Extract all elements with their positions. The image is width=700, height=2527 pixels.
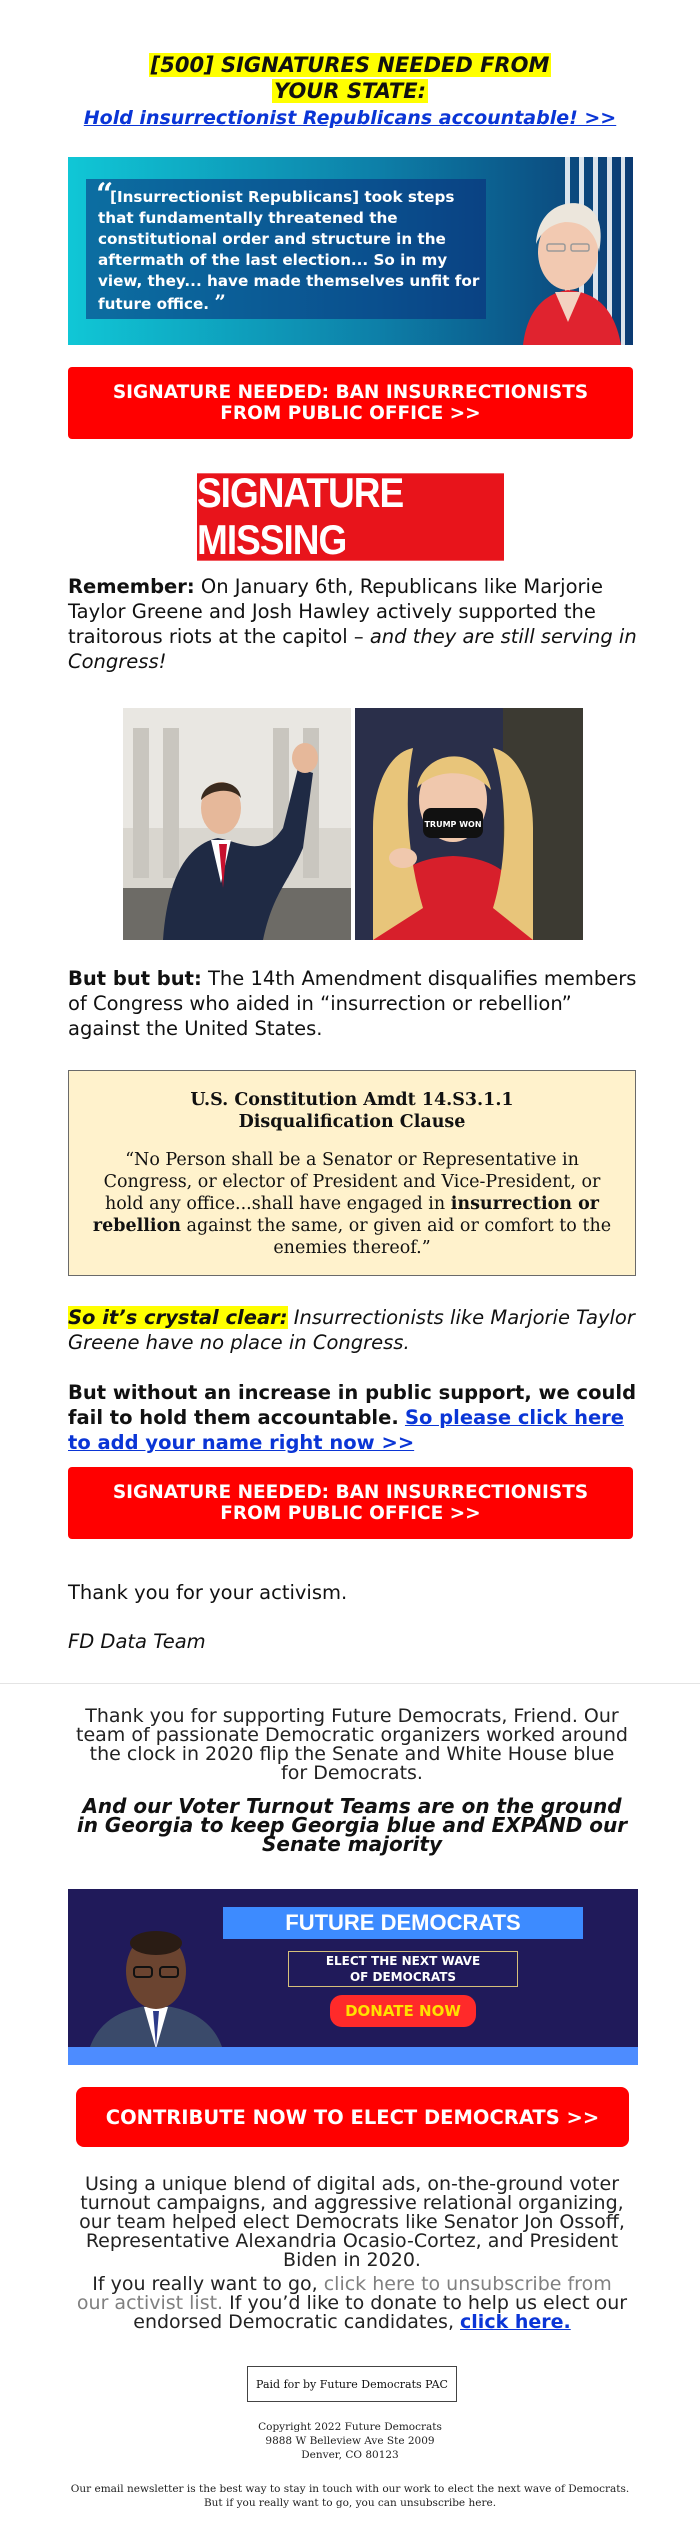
unsubscribe-link[interactable]: click here to unsubscribe from our activist list. <box>76 2273 612 2314</box>
remember-italic: and they are still serving in Congress! <box>68 625 637 673</box>
remember-paragraph <box>68 574 638 674</box>
constitution-title-line2: Disqualification Clause <box>238 1112 466 1132</box>
constitution-body-end: against the same, or given aid or comfort to the enemies thereof.” <box>180 1216 612 1258</box>
address-line2: Denver, CO 80123 <box>301 2449 399 2461</box>
copyright: Copyright 2022 Future Democrats <box>258 2421 442 2433</box>
remember-lead: Remember: <box>68 575 195 598</box>
newsletter-line1: Our email newsletter is the best way to stay in touch with our work to elect the next wave of Democrats. <box>70 2483 630 2495</box>
section-divider <box>0 1683 700 1684</box>
cta2-line2: FROM PUBLIC OFFICE >> <box>220 1503 481 1524</box>
politician-photos <box>123 708 583 940</box>
crystal-clear-paragraph <box>68 1305 638 1355</box>
donate-link[interactable]: click here. <box>460 2311 571 2333</box>
but-but-text: The 14th Amendment disqualifies members of Congress who aided in “insurrection or rebellion” against the United States. <box>68 967 637 1040</box>
banner-bottom-strip <box>68 2047 638 2065</box>
constitution-title-line1: U.S. Constitution Amdt 14.S3.1.1 <box>190 1090 514 1110</box>
copyright-block <box>0 2420 700 2462</box>
banner-donate-button[interactable]: DONATE NOW <box>330 1995 476 2027</box>
but-but-paragraph <box>68 966 638 1041</box>
banner-title: FUTURE DEMOCRATS <box>223 1907 583 1939</box>
hero-quote-text: [Insurrectionist Republicans] took steps that fundamentally threatened the constitutional order and structure in the aftermath of the last election... So in my view, they... have made themselves unfit for future office. <box>98 188 480 313</box>
open-quote-icon: “ <box>96 177 114 212</box>
thanks-text: Thank you for your activism. <box>68 1581 348 1604</box>
future-democrats-banner[interactable] <box>68 1889 638 2065</box>
support-paragraph <box>68 1380 638 1455</box>
headline-line1: [500] SIGNATURES NEEDED FROM <box>150 53 550 77</box>
signature-missing-stamp[interactable]: SIGNATURE MISSING <box>197 473 504 560</box>
headline-link[interactable]: Hold insurrectionist Republicans accountable! >> <box>83 107 617 129</box>
candidate-portrait <box>86 1919 226 2065</box>
banner-tagline <box>288 1951 518 1987</box>
crystal-clear-text: Insurrectionists like Marjorie Taylor Greene have no place in Congress. <box>68 1306 635 1354</box>
constitution-quote-box <box>68 1070 636 1276</box>
address-line1: 9888 W Belleview Ave Ste 2009 <box>265 2435 435 2447</box>
unsub-mid: If you’d like to donate to help us elect our endorsed Democratic candidates, <box>133 2292 628 2333</box>
hero-quote <box>98 187 488 315</box>
add-name-link[interactable]: So please click here to add your name right now >> <box>68 1406 625 1454</box>
cta1-line2: FROM PUBLIC OFFICE >> <box>220 403 481 424</box>
newsletter-note <box>0 2482 700 2510</box>
signature-cta-button-2[interactable] <box>68 1467 633 1539</box>
signature-cta-button-1[interactable] <box>68 367 633 439</box>
footer-intro: Thank you for supporting Future Democrats, Friend. Our team of passionate Democratic organizers worked around the clock in 2020 flip the Senate and White House blue for Democrats. <box>76 1705 628 1784</box>
headline <box>0 52 700 131</box>
voter-turnout-text: And our Voter Turnout Teams are on the ground in Georgia to keep Georgia blue and EXPAND our Senate majority <box>76 1794 628 1856</box>
constitution-body-start: “No Person shall be a Senator or Representative in Congress, or elector of President and Vice-President, or hold any office...shall have engaged in <box>103 1150 601 1214</box>
unsubscribe-paragraph <box>74 2275 630 2332</box>
unsub-start: If you really want to go, <box>92 2273 324 2295</box>
remember-text: On January 6th, Republicans like Marjorie Taylor Greene and Josh Hawley actively supported the traitorous riots at the capitol – <box>68 575 603 648</box>
paid-for-box: Paid for by Future Democrats PAC <box>247 2366 457 2402</box>
banner-tagline-2: OF DEMOCRATS <box>349 1970 457 1984</box>
signature-text: FD Data Team <box>68 1630 206 1653</box>
cta2-line1: SIGNATURE NEEDED: BAN INSURRECTIONISTS <box>112 1482 589 1503</box>
crystal-clear-highlight: So it’s crystal clear: <box>68 1306 288 1329</box>
speaker-portrait <box>503 182 633 345</box>
close-quote-icon: ” <box>214 290 226 314</box>
hero-quote-banner[interactable] <box>68 157 633 345</box>
constitution-body <box>91 1149 613 1259</box>
but-but-lead: But but but: <box>68 967 202 990</box>
blend-paragraph: Using a unique blend of digital ads, on-the-ground voter turnout campaigns, and aggressive relational organizing, our team helped elect Democrats like Senator Jon Ossoff, Representative Alexandria Ocasio-Cortez, and President Biden in 2020. <box>79 2173 625 2271</box>
constitution-title <box>69 1089 635 1133</box>
contribute-button[interactable]: CONTRIBUTE NOW TO ELECT DEMOCRATS >> <box>76 2087 629 2147</box>
constitution-body-bold: insurrection or rebellion <box>92 1194 599 1236</box>
mask-text: TRUMP WON <box>424 820 482 829</box>
cta1-line1: SIGNATURE NEEDED: BAN INSURRECTIONISTS <box>112 382 589 403</box>
headline-line2: YOUR STATE: <box>274 79 426 103</box>
banner-tagline-1: ELECT THE NEXT WAVE <box>325 1954 481 1968</box>
newsletter-line2[interactable]: But if you really want to go, you can unsubscribe here. <box>203 2497 497 2509</box>
support-bold: But without an increase in public support, we could fail to hold them accountable. <box>68 1381 637 1429</box>
